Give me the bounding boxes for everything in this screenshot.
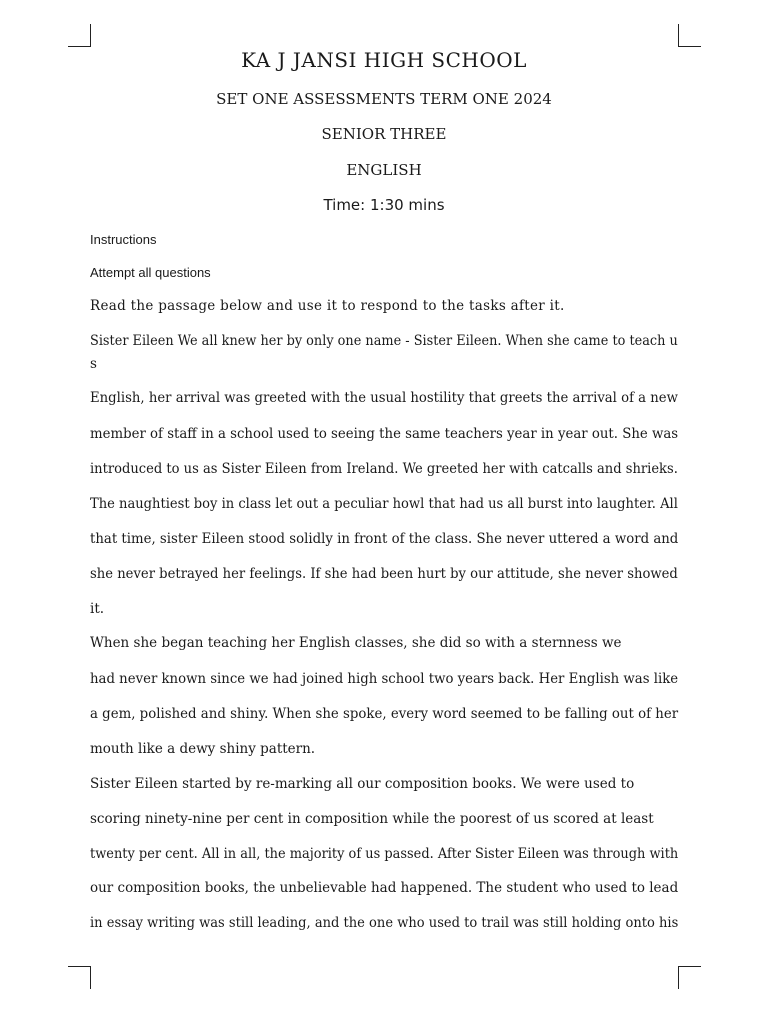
passage-line: it. (90, 601, 105, 617)
passage-line: had never known since we had joined high school two years back. Her English was like (90, 671, 679, 687)
passage-line: introduced to us as Sister Eileen from Ireland. We greeted her with catcalls and shrieks. (90, 461, 678, 477)
crop-mark-bottom-left (68, 966, 91, 989)
passage-line: Sister Eileen We all knew her by only one name - Sister Eileen. When she came to teach u (90, 333, 678, 349)
passage-line: in essay writing was still leading, and the one who used to trail was still holding onto his (90, 915, 679, 931)
passage-line: a gem, polished and shiny. When she spoke, every word seemed to be falling out of her (90, 706, 679, 722)
school-name: KA J JANSI HIGH SCHOOL (241, 48, 527, 72)
assessment-title: SET ONE ASSESSMENTS TERM ONE 2024 (216, 90, 552, 108)
class-level: SENIOR THREE (321, 125, 447, 143)
passage-line: The naughtiest boy in class let out a peculiar howl that had us all burst into laughter. All (90, 496, 678, 512)
crop-mark-bottom-right (678, 966, 701, 989)
passage-line: our composition books, the unbelievable had happened. The student who used to lead (90, 880, 679, 896)
passage-intro: Read the passage below and use it to respond to the tasks after it. (90, 298, 565, 314)
passage-line: Sister Eileen started by re-marking all our composition books. We were used to (90, 776, 635, 792)
passage-line: twenty per cent. All in all, the majority of us passed. After Sister Eileen was through with (90, 846, 679, 862)
passage-line: s (90, 356, 97, 372)
instructions-heading: Instructions (90, 232, 157, 247)
passage-line: that time, sister Eileen stood solidly in front of the class. She never uttered a word and (90, 531, 679, 547)
passage-line: mouth like a dewy shiny pattern. (90, 741, 316, 757)
instructions-text: Attempt all questions (90, 265, 211, 280)
passage-line: member of staff in a school used to seeing the same teachers year in year out. She was (90, 426, 679, 442)
crop-mark-top-left (68, 24, 91, 47)
crop-mark-top-right (678, 24, 701, 47)
passage-line: English, her arrival was greeted with the usual hostility that greets the arrival of a new (90, 390, 678, 406)
passage-line: When she began teaching her English classes, she did so with a sternness we (90, 635, 622, 651)
passage-line: scoring ninety-nine per cent in composition while the poorest of us scored at least (90, 811, 654, 827)
subject-title: ENGLISH (346, 161, 422, 179)
passage-line: she never betrayed her feelings. If she had been hurt by our attitude, she never showed (90, 566, 678, 582)
time-allowed: Time: 1:30 mins (323, 196, 445, 214)
